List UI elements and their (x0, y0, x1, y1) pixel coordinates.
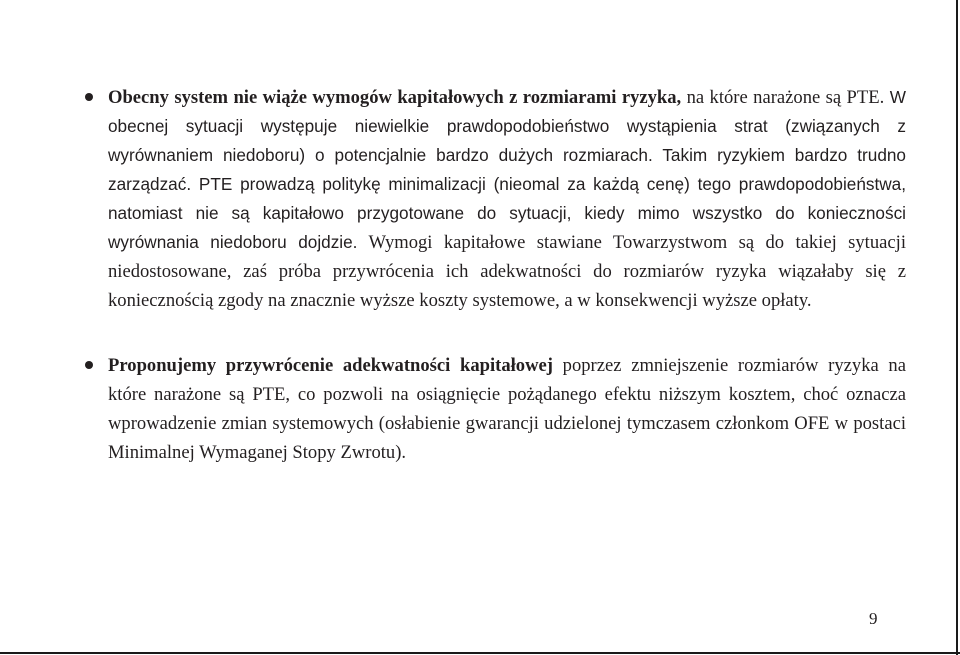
bullet-paragraph-capital-requirements (108, 83, 906, 315)
bullet1-text-b: W obecnej sytuacji występuje niewielkie prawdopodobieństwo wystąpienia strat (związanych z wyrównaniem niedoboru) o potencjalnie bardzo dużych rozmiarach. Takim ryzykiem bardzo trudno zarządzać. PTE prowadzą politykę minimalizacji (nieomal za każdą cenę) tego prawdopodobieństwa, natomiast nie są kapitałowo przygotowane do sytuacji, kiedy mimo wszystko do konieczności wyrównania niedoboru dojdzie. (108, 87, 906, 252)
bullet-icon (85, 93, 93, 101)
page-border-right (956, 0, 958, 655)
page-number: 9 (869, 609, 878, 628)
bullet-icon (85, 361, 93, 369)
bullet1-bold-lead: Obecny system nie wiąże wymogów kapitałowych z rozmiarami ryzyka, (108, 87, 682, 108)
bullet1-text-a: na które narażone są PTE. (681, 87, 885, 108)
page-border-bottom (0, 652, 960, 654)
bullet2-text: poprzez zmniejszenie rozmiarów ryzyka na które narażone są PTE, co pozwoli na osiągnięcie pożądanego efektu niższym kosztem, choć oznacza wprowadzenie zmian systemowych (osłabienie gwarancji udzielonej tymczasem członkom OFE w postaci Minimalnej Wymaganej Stopy Zwrotu). (108, 355, 906, 463)
bullet1-text-c: Wymogi kapitałowe stawiane Towarzystwom są do takiej sytuacji niedostosowane, zaś próba przywrócenia ich adekwatności do rozmiarów ryzyka wiązałaby się z koniecznością zgody na znacznie wyższe koszty systemowe, a w konsekwencji wyższe opłaty. (108, 232, 906, 311)
bullet2-bold-lead: Proponujemy przywrócenie adekwatności kapitałowej (108, 355, 553, 376)
bullet-paragraph-proposal (108, 351, 906, 467)
